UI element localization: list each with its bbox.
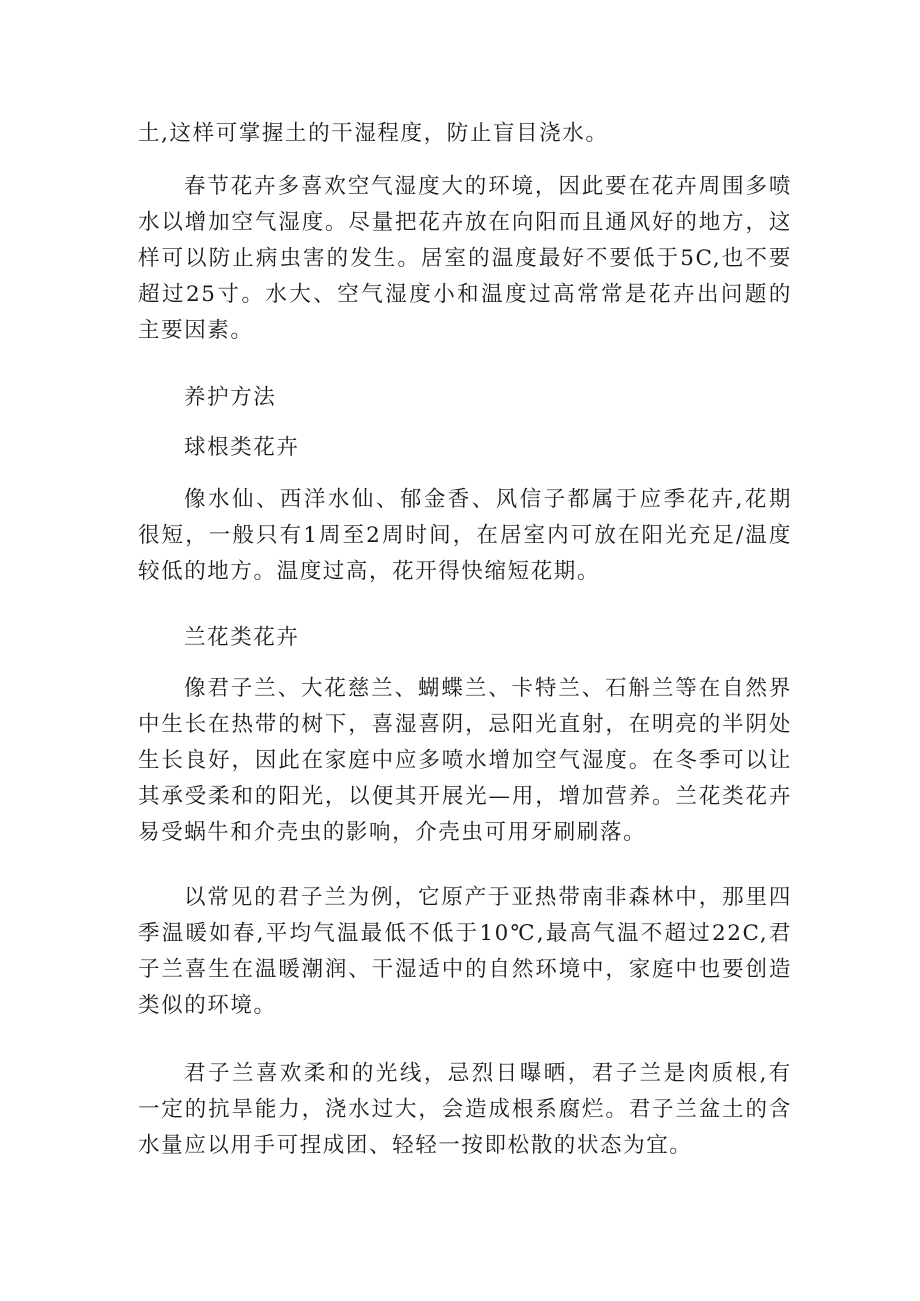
heading-orchid-flowers: 兰花类花卉 (184, 625, 300, 650)
paragraph-bulb-flowers: 像水仙、西洋水仙、郁金香、风信子都属于应季花卉,花期很短，一般只有1周至2周时间，在居室内可放在阳光充足/温度较低的地方。温度过高，花开得快缩短花期。 (138, 487, 792, 584)
paragraph-humidity: 春节花卉多喜欢空气湿度大的环境，因此要在花卉周围多喷水以增加空气湿度。尽量把花卉放在向阳而且通风好的地方，这样可以防止病虫害的发生。居室的温度最好不要低于5C,也不要超过25寸。水大、空气湿度小和温度过高常常是花卉出问题的主要因素。 (138, 174, 792, 343)
paragraph-orchid-flowers: 像君子兰、大花慈兰、蝴蝶兰、卡特兰、石斛兰等在自然界中生长在热带的树下，喜湿喜阴，忌阳光直射，在明亮的半阴处生长良好，因此在家庭中应多喷水增加空气湿度。在冬季可以让其承受柔和的阳光，以便其开展光—用，增加营养。兰花类花卉易受蜗牛和介壳虫的影响，介壳虫可用牙刷刷落。 (138, 676, 792, 845)
heading-care-methods: 养护方法 (184, 385, 277, 410)
paragraph-soil-moisture: 土,这样可掌握土的干湿程度，防止盲目浇水。 (138, 121, 609, 146)
paragraph-clivia-care: 君子兰喜欢柔和的光线，忌烈日曝晒，君子兰是肉质根,有一定的抗旱能力，浇水过大，会造成根系腐烂。君子兰盆土的含水量应以用手可捏成团、轻轻一按即松散的状态为宜。 (138, 1061, 792, 1158)
heading-bulb-flowers: 球根类花卉 (184, 435, 300, 460)
paragraph-clivia-origin: 以常见的君子兰为例，它原产于亚热带南非森林中，那里四季温暖如春,平均气温最低不低于10℃,最高气温不超过22C,君子兰喜生在温暖潮润、干湿适中的自然环境中，家庭中也要创造类似的环境。 (138, 885, 792, 1018)
